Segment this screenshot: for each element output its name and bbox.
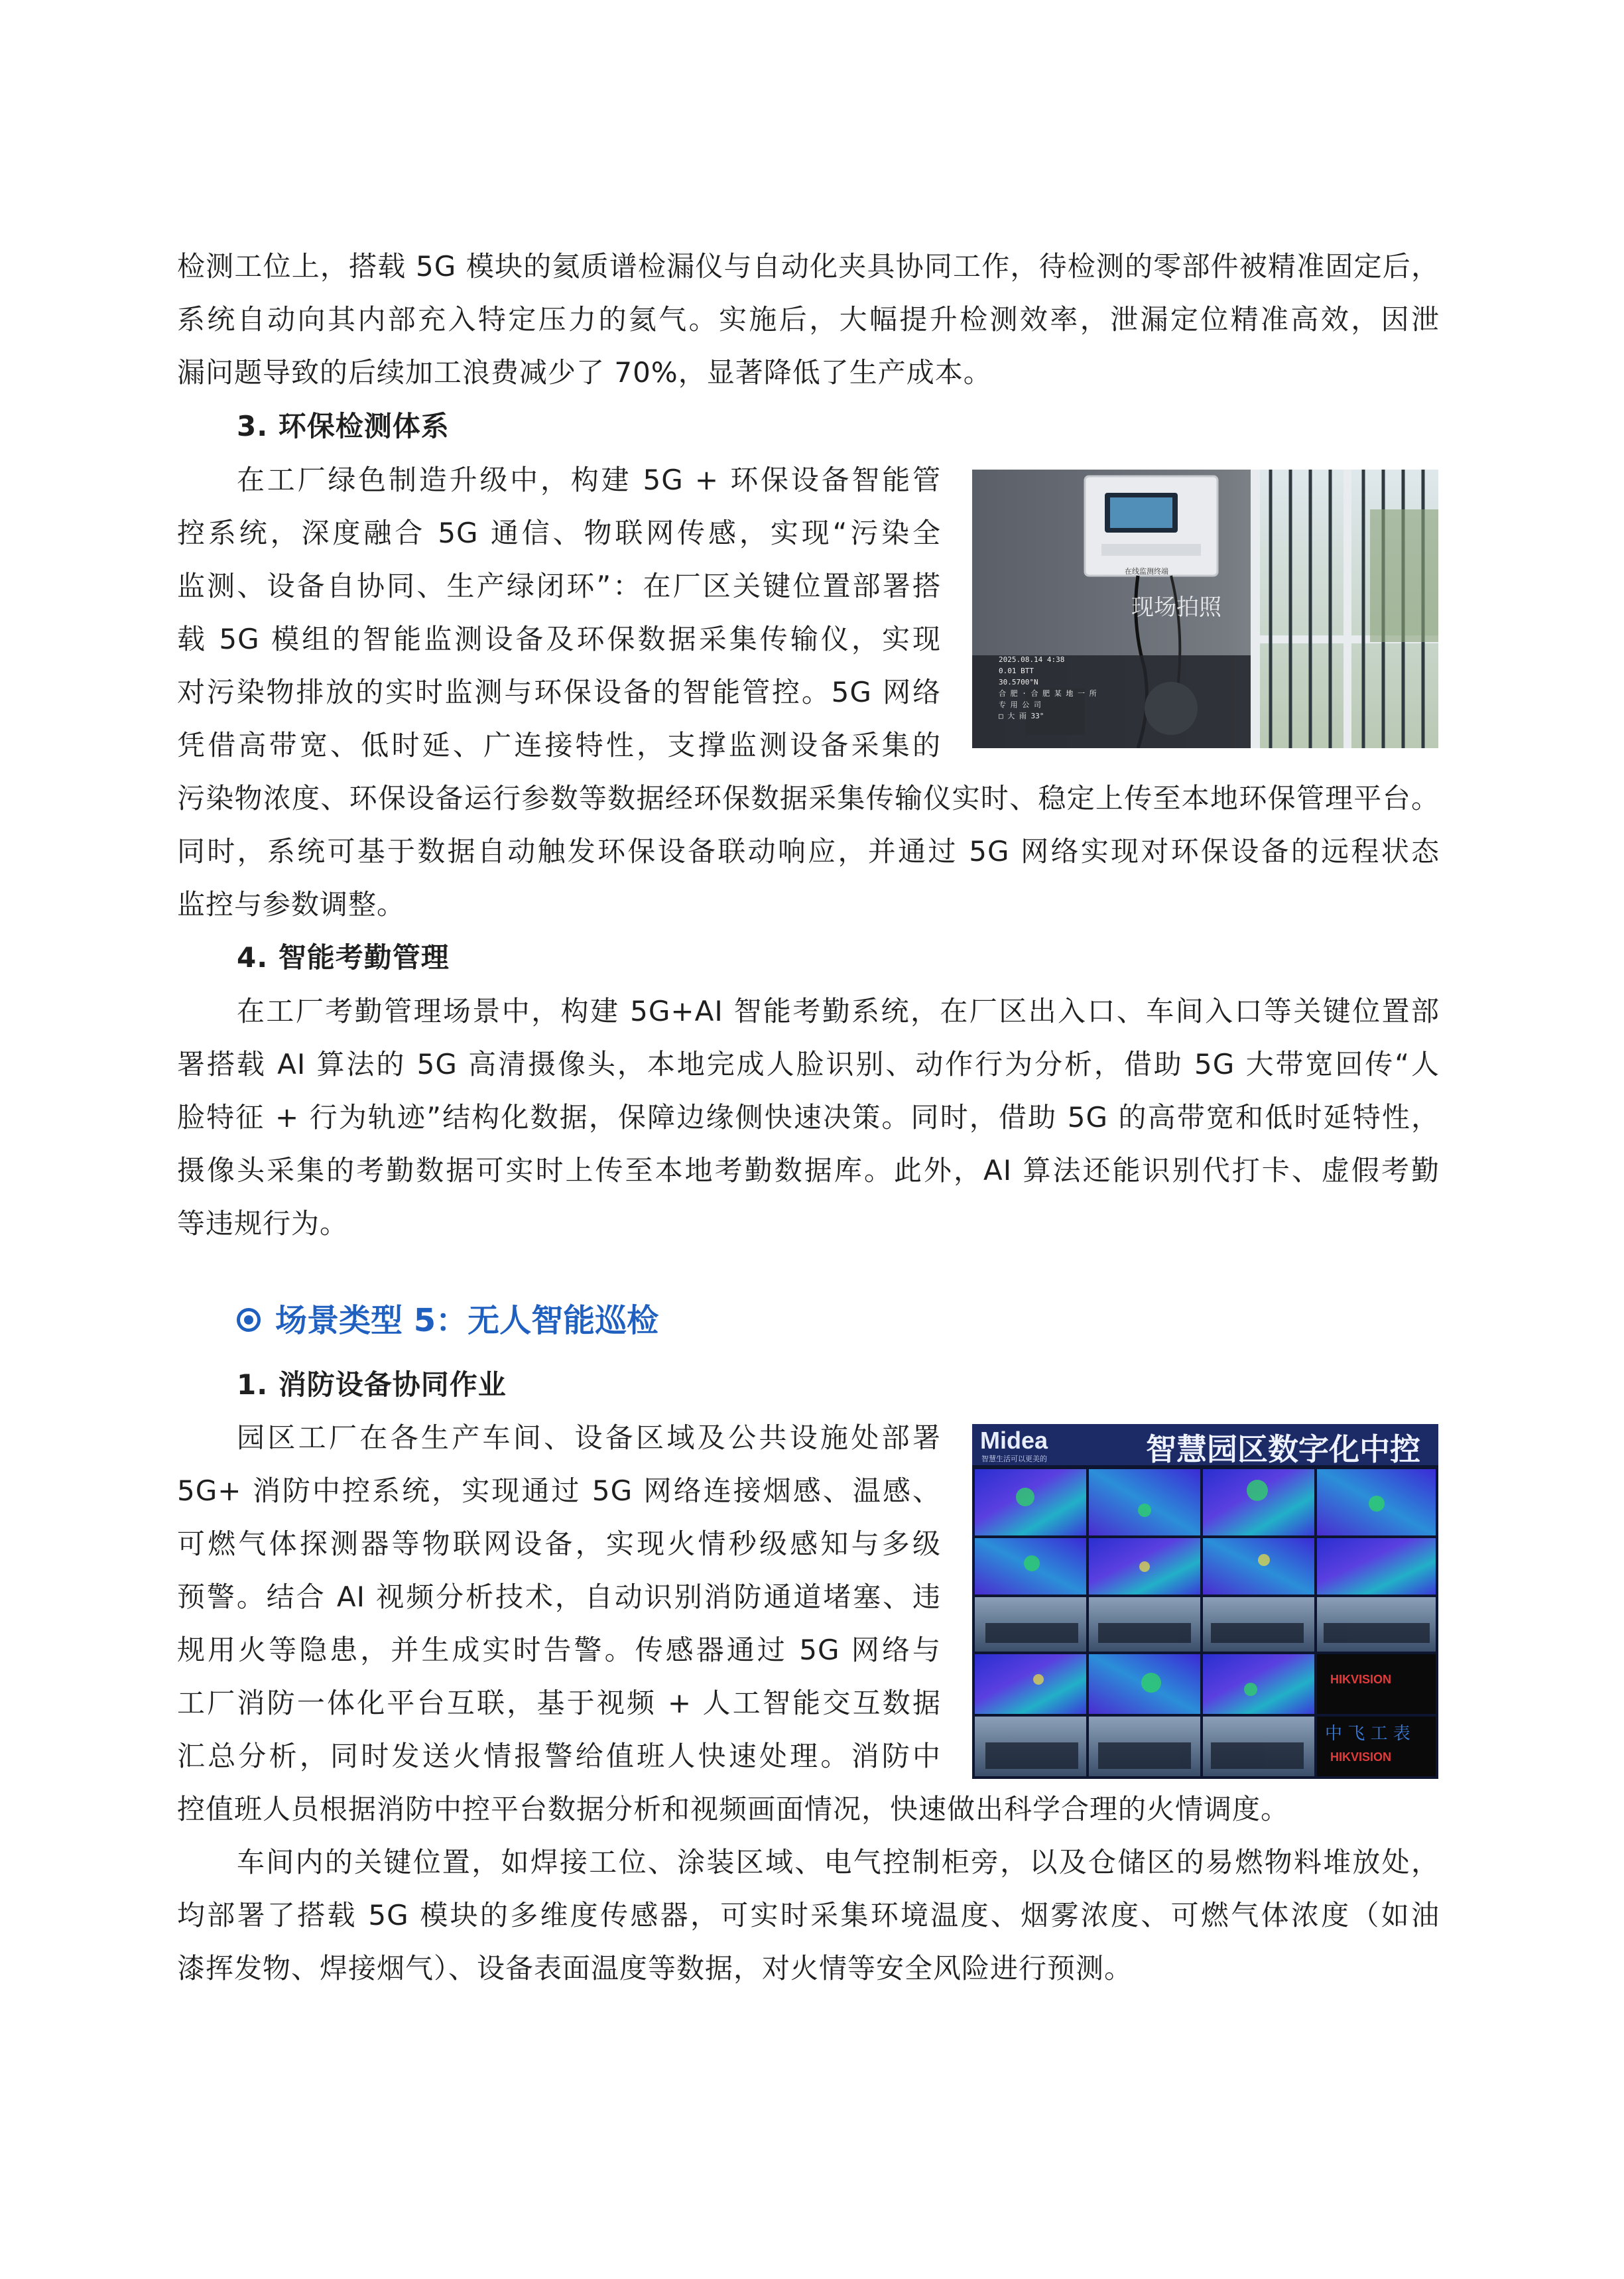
paragraph-line: 规用火等隐患，并生成实时告警。传感器通过 5G 网络与 bbox=[177, 1634, 941, 1666]
paragraph-line: 载 5G 模组的智能监测设备及环保数据采集传输仪，实现 bbox=[177, 623, 941, 655]
subheading-smart-attendance: 4. 智能考勤管理 bbox=[237, 941, 450, 974]
device-label: 在线监测终端 bbox=[1125, 567, 1168, 576]
brand-slogan: 智慧生活可以更美的 bbox=[981, 1455, 1047, 1463]
paragraph-line: 预警。结合 AI 视频分析技术，自动识别消防通道堵塞、违 bbox=[177, 1581, 941, 1613]
video-wall-title: 智慧园区数字化中控 bbox=[1146, 1431, 1420, 1467]
paragraph-line: 车间内的关键位置，如焊接工位、涂装区域、电气控制柜旁，以及仓储区的易燃物料堆放处， bbox=[237, 1846, 1440, 1878]
paragraph-line: 园区工厂在各生产车间、设备区域及公共设施处部署 bbox=[237, 1421, 941, 1454]
paragraph-line: 检测工位上，搭载 5G 模块的氦质谱检漏仪与自动化夹具协同工作，待检测的零部件被精准固定后， bbox=[177, 250, 1440, 283]
target-bullet-icon bbox=[237, 1308, 261, 1332]
monitoring-device-photo bbox=[972, 470, 1438, 748]
section-title-text: 场景类型 5：无人智能巡检 bbox=[275, 1302, 659, 1339]
paragraph-line: 监测、设备自协同、生产绿闭环”：在厂区关键位置部署搭 bbox=[177, 570, 941, 602]
hikvision-logo: HIKVISION bbox=[1330, 1750, 1392, 1764]
paragraph-line: 凭借高带宽、低时延、广连接特性，支撑监测设备采集的 bbox=[177, 729, 941, 761]
paragraph-line: 可燃气体探测器等物联网设备，实现火情秒级感知与多级 bbox=[177, 1528, 941, 1560]
subheading-fire-equipment: 1. 消防设备协同作业 bbox=[237, 1368, 507, 1401]
photo-overlay-info bbox=[999, 654, 1097, 722]
paragraph-line: 漆挥发物、焊接烟气）、设备表面温度等数据，对火情等安全风险进行预测。 bbox=[177, 1952, 1133, 1985]
watermark-text: 现场拍照 bbox=[1131, 594, 1221, 621]
control-center-photo bbox=[972, 1424, 1438, 1779]
paragraph-line: 系统自动向其内部充入特定压力的氦气。实施后，大幅提升检测效率，泄漏定位精准高效，因泄 bbox=[177, 303, 1440, 336]
overlay-line: □ 大 雨 33° bbox=[999, 712, 1044, 720]
paragraph-line: 污染物浓度、环保设备运行参数等数据经环保数据采集传输仪实时、稳定上传至本地环保管理平台。 bbox=[177, 782, 1440, 814]
paragraph-line: 控值班人员根据消防中控平台数据分析和视频画面情况，快速做出科学合理的火情调度。 bbox=[177, 1793, 1290, 1825]
paragraph-line: 在工厂绿色制造升级中，构建 5G + 环保设备智能管 bbox=[237, 464, 941, 496]
subheading-environmental-monitoring: 3. 环保检测体系 bbox=[237, 410, 450, 442]
paragraph-line: 等违规行为。 bbox=[177, 1207, 349, 1240]
paragraph-line: 脸特征 + 行为轨迹”结构化数据，保障边缘侧快速决策。同时，借助 5G 的高带宽和低时延特性， bbox=[177, 1101, 1440, 1134]
overlay-line: 0.01 BTT bbox=[999, 667, 1034, 675]
overlay-line: 2025.08.14 4:38 bbox=[999, 655, 1065, 664]
paragraph-line: 同时，系统可基于数据自动触发环保设备联动响应，并通过 5G 网络实现对环保设备的远程状态 bbox=[177, 835, 1440, 868]
screen-caption: 中 飞 工 表 bbox=[1325, 1724, 1410, 1744]
paragraph-line: 汇总分析，同时发送火情报警给值班人快速处理。消防中 bbox=[177, 1740, 941, 1772]
brand-logo-text: Midea bbox=[980, 1427, 1048, 1454]
overlay-line: 30.5700°N bbox=[999, 678, 1038, 686]
hikvision-logo: HIKVISION bbox=[1330, 1673, 1392, 1686]
paragraph-line: 5G+ 消防中控系统，实现通过 5G 网络连接烟感、温感、 bbox=[177, 1474, 941, 1507]
section-title bbox=[237, 1291, 658, 1350]
paragraph-line: 摄像头采集的考勤数据可实时上传至本地考勤数据库。此外，AI 算法还能识别代打卡、虚假考勤 bbox=[177, 1154, 1440, 1187]
paragraph-line: 漏问题导致的后续加工浪费减少了 70%，显著降低了生产成本。 bbox=[177, 356, 992, 389]
paragraph-line: 工厂消防一体化平台互联，基于视频 + 人工智能交互数据 bbox=[177, 1687, 941, 1719]
overlay-line: 专 用 公 司 bbox=[999, 700, 1041, 709]
paragraph-line: 均部署了搭载 5G 模块的多维度传感器，可实时采集环境温度、烟雾浓度、可燃气体浓度（如油 bbox=[177, 1899, 1440, 1931]
paragraph-line: 对污染物排放的实时监测与环保设备的智能管控。5G 网络 bbox=[177, 676, 941, 708]
paragraph-line: 署搭载 AI 算法的 5G 高清摄像头，本地完成人脸识别、动作行为分析，借助 5G 大带宽回传“人 bbox=[177, 1048, 1440, 1080]
overlay-line: 合 肥 · 合 肥 某 地 一 所 bbox=[999, 689, 1097, 698]
paragraph-line: 控系统，深度融合 5G 通信、物联网传感，实现“污染全 bbox=[177, 517, 941, 549]
paragraph-line: 在工厂考勤管理场景中，构建 5G+AI 智能考勤系统，在厂区出入口、车间入口等关键位置部 bbox=[237, 995, 1440, 1027]
paragraph-line: 监控与参数调整。 bbox=[177, 888, 406, 921]
